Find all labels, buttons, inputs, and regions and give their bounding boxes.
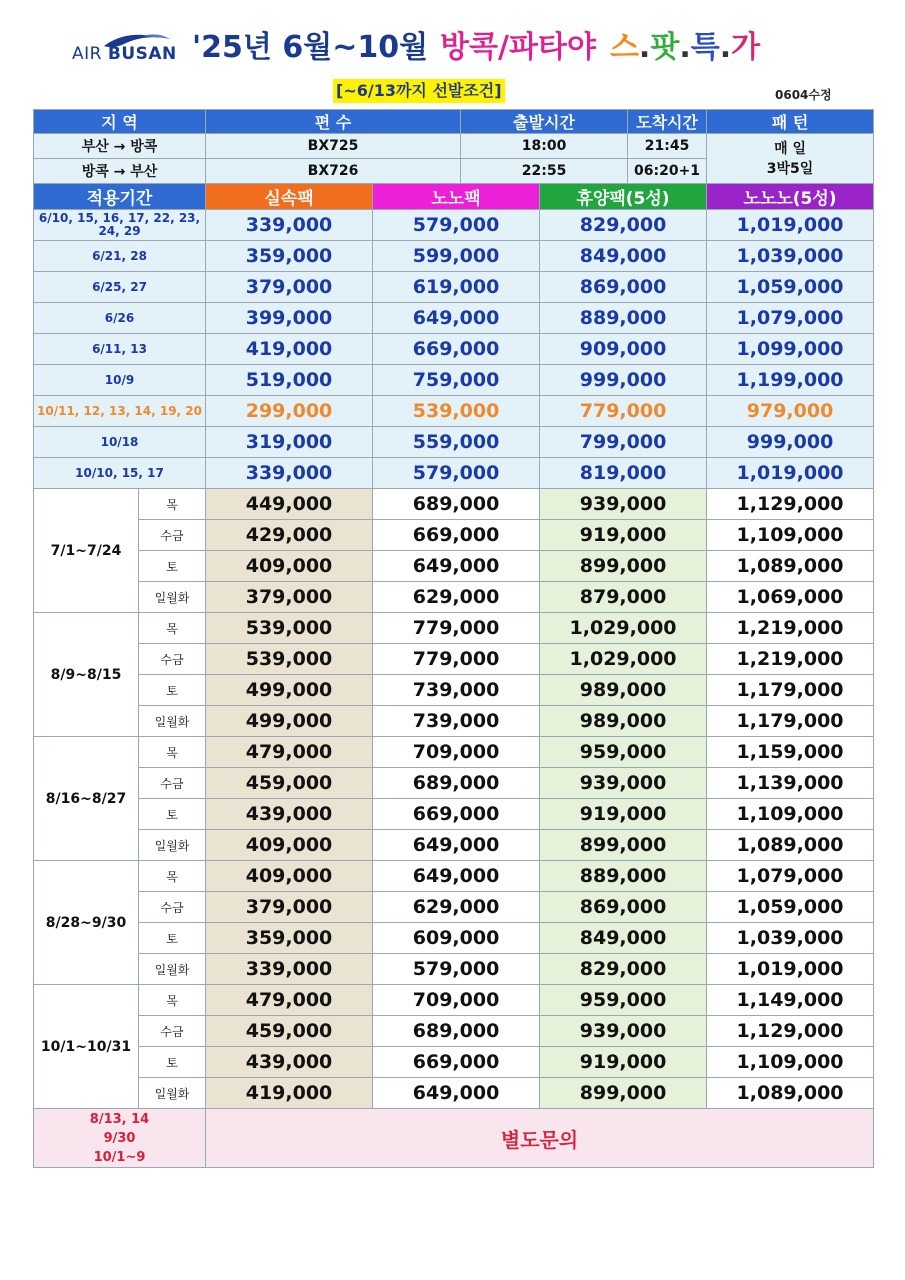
price-pack-4: 1,159,000 — [707, 737, 874, 768]
price-pack-3: 799,000 — [540, 427, 707, 458]
header-pack-4: 노노노(5성) — [707, 184, 874, 210]
price-pack-4: 1,199,000 — [707, 365, 874, 396]
price-pack-1: 419,000 — [206, 334, 373, 365]
price-pack-1: 539,000 — [206, 613, 373, 644]
price-row — [34, 303, 874, 334]
title-destination: 방콕/파타야 — [440, 30, 596, 65]
price-pack-3: 869,000 — [540, 272, 707, 303]
price-pack-2: 779,000 — [373, 613, 540, 644]
weekday-price-row — [34, 830, 874, 861]
price-pack-3: 819,000 — [540, 458, 707, 489]
booking-condition: [~6/13까지 선발조건] — [333, 79, 505, 103]
price-pack-3: 999,000 — [540, 365, 707, 396]
price-pack-3: 939,000 — [540, 1016, 707, 1047]
flight-number: BX726 — [206, 159, 461, 184]
price-pack-1: 339,000 — [206, 210, 373, 241]
price-pack-2: 579,000 — [373, 458, 540, 489]
price-pack-4: 1,059,000 — [707, 272, 874, 303]
price-pack-2: 539,000 — [373, 396, 540, 427]
weekday-price-row — [34, 1047, 874, 1078]
price-pack-4: 1,129,000 — [707, 489, 874, 520]
price-pack-3: 919,000 — [540, 520, 707, 551]
weekday-label: 일월화 — [139, 954, 206, 985]
weekday-label: 일월화 — [139, 1078, 206, 1109]
price-pack-1: 499,000 — [206, 675, 373, 706]
title-spot-3: 특 — [690, 30, 720, 65]
weekday-price-row — [34, 551, 874, 582]
price-pack-3: 889,000 — [540, 861, 707, 892]
period-dates: 10/10, 15, 17 — [34, 458, 206, 489]
price-pack-3: 879,000 — [540, 582, 707, 613]
weekday-price-row — [34, 923, 874, 954]
price-pack-2: 689,000 — [373, 768, 540, 799]
price-pack-3: 1,029,000 — [540, 644, 707, 675]
price-pack-3: 919,000 — [540, 1047, 707, 1078]
price-pack-3: 919,000 — [540, 799, 707, 830]
period-dates: 6/21, 28 — [34, 241, 206, 272]
price-pack-2: 669,000 — [373, 520, 540, 551]
date-range: 10/1~10/31 — [34, 985, 139, 1109]
price-pack-4: 1,089,000 — [707, 1078, 874, 1109]
price-pack-2: 759,000 — [373, 365, 540, 396]
weekday-label: 토 — [139, 799, 206, 830]
price-pack-1: 299,000 — [206, 396, 373, 427]
price-pack-3: 829,000 — [540, 210, 707, 241]
weekday-label: 토 — [139, 923, 206, 954]
price-pack-1: 439,000 — [206, 1047, 373, 1078]
weekday-price-row — [34, 799, 874, 830]
header-pack-1: 실속팩 — [206, 184, 373, 210]
price-pack-4: 1,079,000 — [707, 861, 874, 892]
special-inquiry-row — [34, 1109, 874, 1168]
weekday-label: 수금 — [139, 644, 206, 675]
arrive-time: 21:45 — [628, 134, 707, 159]
special-dates — [34, 1109, 206, 1168]
price-pack-2: 689,000 — [373, 489, 540, 520]
price-pack-2: 669,000 — [373, 799, 540, 830]
header-pattern: 패 턴 — [707, 110, 874, 134]
price-pack-1: 379,000 — [206, 582, 373, 613]
weekday-price-row — [34, 768, 874, 799]
price-pack-3: 989,000 — [540, 675, 707, 706]
price-pack-1: 409,000 — [206, 861, 373, 892]
price-pack-3: 899,000 — [540, 1078, 707, 1109]
price-pack-2: 649,000 — [373, 303, 540, 334]
date-range: 8/16~8/27 — [34, 737, 139, 861]
price-row — [34, 365, 874, 396]
header-flight: 편 수 — [206, 110, 461, 134]
price-pack-1: 409,000 — [206, 830, 373, 861]
page-title — [192, 28, 760, 68]
logo-air: AIR — [72, 44, 102, 64]
weekday-label: 목 — [139, 489, 206, 520]
price-pack-3: 869,000 — [540, 892, 707, 923]
price-row — [34, 396, 874, 427]
price-pack-4: 1,109,000 — [707, 520, 874, 551]
price-pack-2: 629,000 — [373, 582, 540, 613]
price-row — [34, 458, 874, 489]
date-range: 8/28~9/30 — [34, 861, 139, 985]
price-pack-2: 709,000 — [373, 737, 540, 768]
price-pack-1: 359,000 — [206, 923, 373, 954]
header-region: 지 역 — [34, 110, 206, 134]
price-pack-1: 319,000 — [206, 427, 373, 458]
price-pack-4: 1,139,000 — [707, 768, 874, 799]
date-range: 7/1~7/24 — [34, 489, 139, 613]
price-pack-4: 1,219,000 — [707, 644, 874, 675]
price-pack-1: 459,000 — [206, 1016, 373, 1047]
flight-pattern — [707, 134, 874, 184]
price-pack-4: 1,019,000 — [707, 954, 874, 985]
price-pack-3: 909,000 — [540, 334, 707, 365]
price-pack-3: 829,000 — [540, 954, 707, 985]
period-dates: 10/11, 12, 13, 14, 19, 20 — [34, 396, 206, 427]
weekday-label: 토 — [139, 1047, 206, 1078]
price-table — [33, 109, 874, 1168]
header-arrive: 도착시간 — [628, 110, 707, 134]
period-dates: 10/18 — [34, 427, 206, 458]
price-pack-4: 1,219,000 — [707, 613, 874, 644]
price-pack-4: 1,059,000 — [707, 892, 874, 923]
weekday-label: 목 — [139, 985, 206, 1016]
weekday-price-row — [34, 737, 874, 768]
price-pack-2: 649,000 — [373, 861, 540, 892]
price-pack-1: 359,000 — [206, 241, 373, 272]
weekday-label: 목 — [139, 613, 206, 644]
price-pack-4: 1,019,000 — [707, 210, 874, 241]
price-pack-3: 939,000 — [540, 489, 707, 520]
title-spot-4: 가 — [731, 30, 761, 65]
price-pack-3: 959,000 — [540, 985, 707, 1016]
flight-number: BX725 — [206, 134, 461, 159]
price-pack-4: 1,179,000 — [707, 706, 874, 737]
price-pack-1: 519,000 — [206, 365, 373, 396]
price-pack-4: 1,069,000 — [707, 582, 874, 613]
price-pack-2: 649,000 — [373, 551, 540, 582]
price-pack-4: 1,109,000 — [707, 1047, 874, 1078]
price-pack-1: 449,000 — [206, 489, 373, 520]
price-pack-4: 1,149,000 — [707, 985, 874, 1016]
header-pack-3: 휴양팩(5성) — [540, 184, 707, 210]
title-dot: . — [679, 30, 691, 65]
route: 방콕 → 부산 — [34, 159, 206, 184]
price-pack-1: 499,000 — [206, 706, 373, 737]
price-pack-1: 399,000 — [206, 303, 373, 334]
flight-header-row — [34, 110, 874, 134]
price-pack-4: 979,000 — [707, 396, 874, 427]
price-pack-1: 459,000 — [206, 768, 373, 799]
price-pack-2: 579,000 — [373, 210, 540, 241]
weekday-label: 일월화 — [139, 706, 206, 737]
price-row — [34, 427, 874, 458]
pattern-text: 매 일 3박5일 — [766, 140, 814, 177]
price-pack-2: 739,000 — [373, 675, 540, 706]
price-pack-2: 649,000 — [373, 1078, 540, 1109]
package-header-row — [34, 184, 874, 210]
price-row — [34, 210, 874, 241]
price-pack-3: 939,000 — [540, 768, 707, 799]
price-pack-3: 899,000 — [540, 830, 707, 861]
price-pack-1: 479,000 — [206, 985, 373, 1016]
weekday-label: 수금 — [139, 768, 206, 799]
depart-time: 18:00 — [461, 134, 628, 159]
price-pack-2: 599,000 — [373, 241, 540, 272]
price-pack-2: 559,000 — [373, 427, 540, 458]
price-pack-4: 1,019,000 — [707, 458, 874, 489]
flight-row — [34, 134, 874, 159]
price-pack-3: 1,029,000 — [540, 613, 707, 644]
header-pack-2: 노노팩 — [373, 184, 540, 210]
price-pack-4: 1,079,000 — [707, 303, 874, 334]
title-period: '25년 6월~10월 — [192, 30, 429, 65]
weekday-price-row — [34, 954, 874, 985]
logo-wordmark — [72, 44, 177, 64]
price-pack-2: 739,000 — [373, 706, 540, 737]
revision-note: 0604수정 — [775, 88, 832, 102]
title-dot: . — [638, 30, 651, 65]
weekday-price-row — [34, 861, 874, 892]
price-pack-1: 339,000 — [206, 458, 373, 489]
air-busan-logo — [72, 30, 190, 70]
price-pack-2: 579,000 — [373, 954, 540, 985]
weekday-price-row — [34, 613, 874, 644]
price-row — [34, 241, 874, 272]
weekday-price-row — [34, 644, 874, 675]
price-pack-2: 649,000 — [373, 830, 540, 861]
price-pack-4: 999,000 — [707, 427, 874, 458]
weekday-price-row — [34, 1016, 874, 1047]
price-pack-1: 439,000 — [206, 799, 373, 830]
header-depart: 출발시간 — [461, 110, 628, 134]
price-pack-1: 379,000 — [206, 272, 373, 303]
period-dates: 6/10, 15, 16, 17, 22, 23, 24, 29 — [34, 210, 206, 241]
period-dates: 6/11, 13 — [34, 334, 206, 365]
price-pack-3: 899,000 — [540, 551, 707, 582]
route: 부산 → 방콕 — [34, 134, 206, 159]
price-pack-1: 479,000 — [206, 737, 373, 768]
price-pack-1: 429,000 — [206, 520, 373, 551]
weekday-label: 수금 — [139, 892, 206, 923]
price-pack-4: 1,039,000 — [707, 241, 874, 272]
weekday-price-row — [34, 520, 874, 551]
price-pack-2: 669,000 — [373, 334, 540, 365]
price-pack-3: 849,000 — [540, 923, 707, 954]
weekday-price-row — [34, 582, 874, 613]
price-pack-4: 1,099,000 — [707, 334, 874, 365]
weekday-price-row — [34, 489, 874, 520]
weekday-price-row — [34, 675, 874, 706]
price-pack-1: 539,000 — [206, 644, 373, 675]
weekday-price-row — [34, 706, 874, 737]
header-period: 적용기간 — [34, 184, 206, 210]
price-pack-2: 669,000 — [373, 1047, 540, 1078]
date-range: 8/9~8/15 — [34, 613, 139, 737]
special-date-line: 9/30 — [103, 1130, 136, 1146]
period-dates: 10/9 — [34, 365, 206, 396]
weekday-price-row — [34, 892, 874, 923]
price-pack-4: 1,089,000 — [707, 830, 874, 861]
period-dates: 6/26 — [34, 303, 206, 334]
title-spot-2: 팟 — [650, 30, 680, 65]
price-pack-2: 689,000 — [373, 1016, 540, 1047]
weekday-price-row — [34, 1078, 874, 1109]
weekday-label: 수금 — [139, 520, 206, 551]
special-date-line: 8/13, 14 — [89, 1111, 150, 1127]
price-pack-1: 409,000 — [206, 551, 373, 582]
price-pack-3: 779,000 — [540, 396, 707, 427]
depart-time: 22:55 — [461, 159, 628, 184]
weekday-label: 수금 — [139, 1016, 206, 1047]
price-pack-4: 1,089,000 — [707, 551, 874, 582]
price-pack-1: 339,000 — [206, 954, 373, 985]
price-row — [34, 334, 874, 365]
weekday-label: 목 — [139, 737, 206, 768]
title-spot-1: 스 — [609, 30, 639, 65]
logo-busan: BUSAN — [107, 44, 177, 64]
price-pack-2: 619,000 — [373, 272, 540, 303]
price-pack-3: 959,000 — [540, 737, 707, 768]
price-pack-2: 629,000 — [373, 892, 540, 923]
price-pack-3: 989,000 — [540, 706, 707, 737]
price-pack-3: 849,000 — [540, 241, 707, 272]
price-row — [34, 272, 874, 303]
special-date-line: 10/1~9 — [93, 1149, 146, 1165]
price-pack-1: 379,000 — [206, 892, 373, 923]
price-pack-4: 1,039,000 — [707, 923, 874, 954]
price-pack-2: 709,000 — [373, 985, 540, 1016]
price-pack-2: 779,000 — [373, 644, 540, 675]
price-pack-1: 419,000 — [206, 1078, 373, 1109]
arrive-time: 06:20+1 — [628, 159, 707, 184]
price-pack-4: 1,109,000 — [707, 799, 874, 830]
weekday-label: 토 — [139, 675, 206, 706]
weekday-label: 일월화 — [139, 830, 206, 861]
weekday-price-row — [34, 985, 874, 1016]
period-dates: 6/25, 27 — [34, 272, 206, 303]
price-pack-3: 889,000 — [540, 303, 707, 334]
title-dot: . — [719, 30, 732, 65]
weekday-label: 목 — [139, 861, 206, 892]
weekday-label: 일월화 — [139, 582, 206, 613]
price-pack-4: 1,129,000 — [707, 1016, 874, 1047]
price-pack-2: 609,000 — [373, 923, 540, 954]
weekday-label: 토 — [139, 551, 206, 582]
inquiry-note: 별도문의 — [206, 1109, 874, 1168]
price-pack-4: 1,179,000 — [707, 675, 874, 706]
